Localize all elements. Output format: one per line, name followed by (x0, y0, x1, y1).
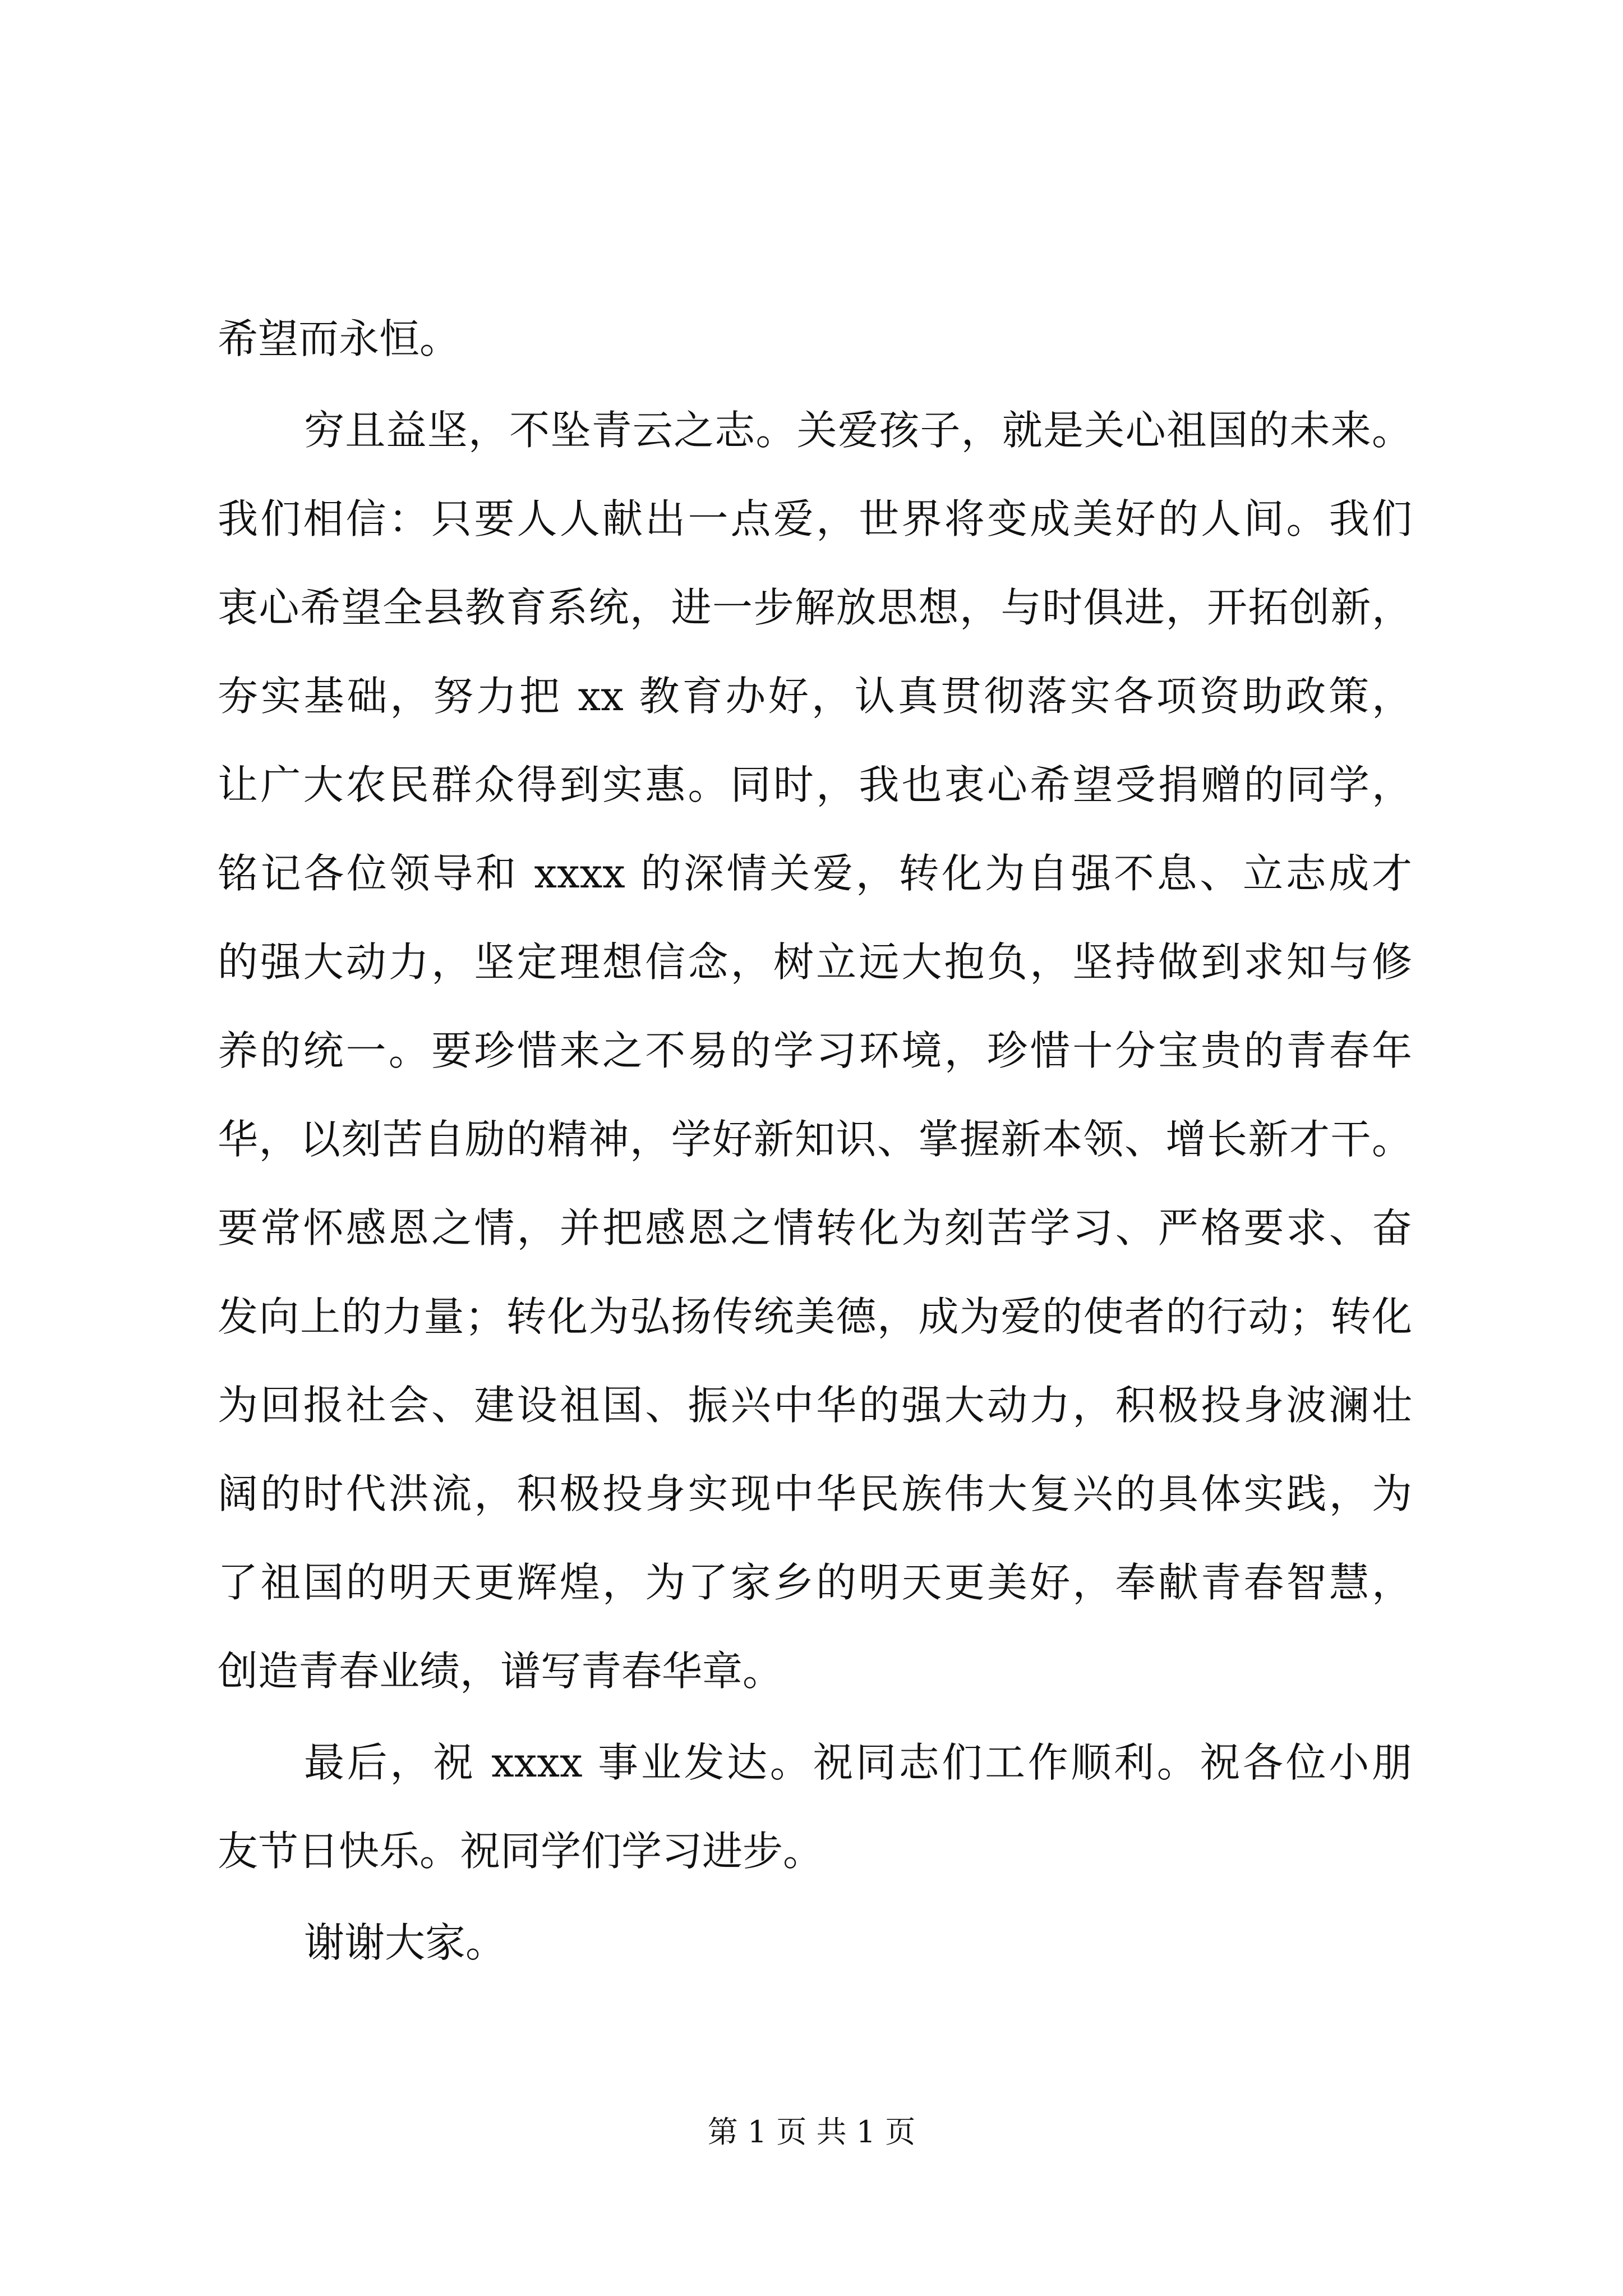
text-line: 发向上的力量；转化为弘扬传统美德，成为爱的使者的行动；转化 (218, 1293, 1412, 1340)
paragraph-first-line: 最后，祝 xxxx 事业发达。祝同志们工作顺利。祝各位小朋 (304, 1739, 1412, 1786)
paragraph-first-line: 穷且益坚，不坠青云之志。关爱孩子，就是关心祖国的未来。 (304, 407, 1412, 454)
text-line: 阔的时代洪流，积极投身实现中华民族伟大复兴的具体实践，为 (218, 1470, 1412, 1517)
text-line: 了祖国的明天更辉煌，为了家乡的明天更美好，奉献青春智慧， (218, 1559, 1412, 1606)
closing-line: 谢谢大家。 (304, 1919, 506, 1966)
text-line: 希望而永恒。 (218, 315, 460, 362)
text-line: 铭记各位领导和 xxxx 的深情关爱，转化为自强不息、立志成才 (218, 850, 1412, 897)
text-line: 我们相信：只要人人献出一点爱，世界将变成美好的人间。我们 (218, 495, 1412, 542)
text-line: 为回报社会、建设祖国、振兴中华的强大动力，积极投身波澜壮 (218, 1382, 1412, 1429)
text-line: 华，以刻苦自励的精神，学好新知识、掌握新本领、增长新才干。 (218, 1116, 1412, 1163)
text-line: 友节日快乐。祝同学们学习进步。 (218, 1828, 824, 1875)
text-line: 养的统一。要珍惜来之不易的学习环境，珍惜十分宝贵的青春年 (218, 1027, 1412, 1074)
text-line: 让广大农民群众得到实惠。同时，我也衷心希望受捐赠的同学， (218, 761, 1412, 808)
page-number-footer: 第 1 页 共 1 页 (707, 2114, 916, 2150)
text-line: 夯实基础，努力把 xx 教育办好，认真贯彻落实各项资助政策， (218, 673, 1412, 720)
text-line: 的强大动力，坚定理想信念，树立远大抱负，坚持做到求知与修 (218, 938, 1412, 986)
text-line: 要常怀感恩之情，并把感恩之情转化为刻苦学习、严格要求、奋 (218, 1204, 1412, 1251)
text-line: 创造青春业绩，谱写青春华章。 (218, 1648, 783, 1695)
text-line: 衷心希望全县教育系统，进一步解放思想，与时俱进，开拓创新， (218, 584, 1412, 631)
